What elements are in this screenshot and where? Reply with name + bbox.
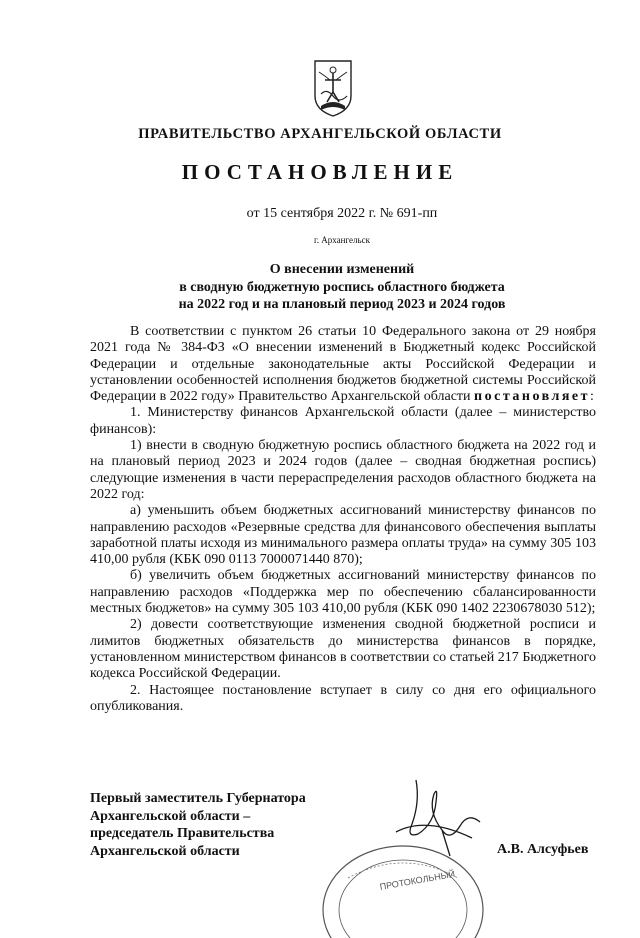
archangel-coat-of-arms-icon bbox=[311, 58, 355, 118]
heading-line: на 2022 год и на плановый период 2023 и 2024 годов bbox=[178, 297, 506, 312]
signer-line: председатель Правительства bbox=[90, 826, 275, 841]
official-stamp bbox=[318, 838, 488, 938]
document-title: ПОСТАНОВЛЕНИЕ bbox=[181, 160, 459, 184]
item-1: 1. Министерству финансов Архангельской области (далее – министерство финансов): bbox=[90, 405, 596, 437]
signer-line: Архангельской области – bbox=[90, 808, 251, 824]
document-date-number: от 15 сентября 2022 г. № 691-пп bbox=[246, 206, 438, 221]
item-1-2: 2) довести соответствующие изменения сводной бюджетной росписи и лимитов бюджетных обязательств до министерства финансов в порядке, установленном министерством финансов в соответствии со статьей 217 Бюджетного кодекса Российской Федерации. bbox=[90, 617, 596, 682]
decree-word: постановляет bbox=[474, 389, 590, 405]
document-body bbox=[90, 324, 596, 715]
signer-line: Первый заместитель Губернатора bbox=[90, 791, 306, 806]
stamp-text: ПРОТОКОЛЬНЫЙ bbox=[378, 868, 456, 892]
item-1-1-a: а) уменьшить объем бюджетных ассигнований министерству финансов по направлению расходов «Резервные средства для финансового обеспечения выплаты заработной платы исходя из минимального размера оплаты труда» на сумму 305 103 410,00 рубля (КБК 090 0113 7000071440 870); bbox=[90, 503, 596, 568]
preamble-text: В соответствии с пунктом 26 статьи 10 Федерального закона от 29 ноября 2021 года № 384-ФЗ «О внесении изменений в Бюджетный кодекс Российской Федерации и отдельные законодательные акты Российской Федерации и установлении особенностей исполнения бюджетов бюджетной системы Российской Федерации в 2022 году» Правительство Архангельской области bbox=[90, 324, 596, 405]
preamble-paragraph bbox=[90, 324, 596, 405]
heading-line: в сводную бюджетную роспись областного бюджета bbox=[179, 279, 505, 295]
signer-line: Архангельской области bbox=[90, 843, 240, 859]
document-heading bbox=[0, 261, 640, 314]
item-1-1-b: б) увеличить объем бюджетных ассигнований министерству финансов по направлению расходов «Поддержка мер по обеспечению сбалансированности местных бюджетов» на сумму 305 103 410,00 рубля (КБК 090 1402 2230678030 512); bbox=[90, 568, 596, 617]
item-2: 2. Настоящее постановление вступает в силу со дня его официального опубликования. bbox=[90, 682, 596, 714]
document-city: г. Архангельск bbox=[314, 235, 370, 245]
decree-colon: : bbox=[590, 389, 594, 405]
heading-line: О внесении изменений bbox=[269, 262, 415, 277]
signer-position bbox=[90, 790, 306, 860]
government-name: ПРАВИТЕЛЬСТВО АРХАНГЕЛЬСКОЙ ОБЛАСТИ bbox=[138, 126, 502, 142]
signer-name: А.В. Алсуфьев bbox=[497, 842, 589, 857]
item-1-1: 1) внести в сводную бюджетную роспись областного бюджета на 2022 год и на плановый период 2023 и 2024 годов (далее – сводная бюджетная роспись) следующие изменения в части перераспределения расходов областного бюджета на 2022 год: bbox=[90, 438, 596, 502]
